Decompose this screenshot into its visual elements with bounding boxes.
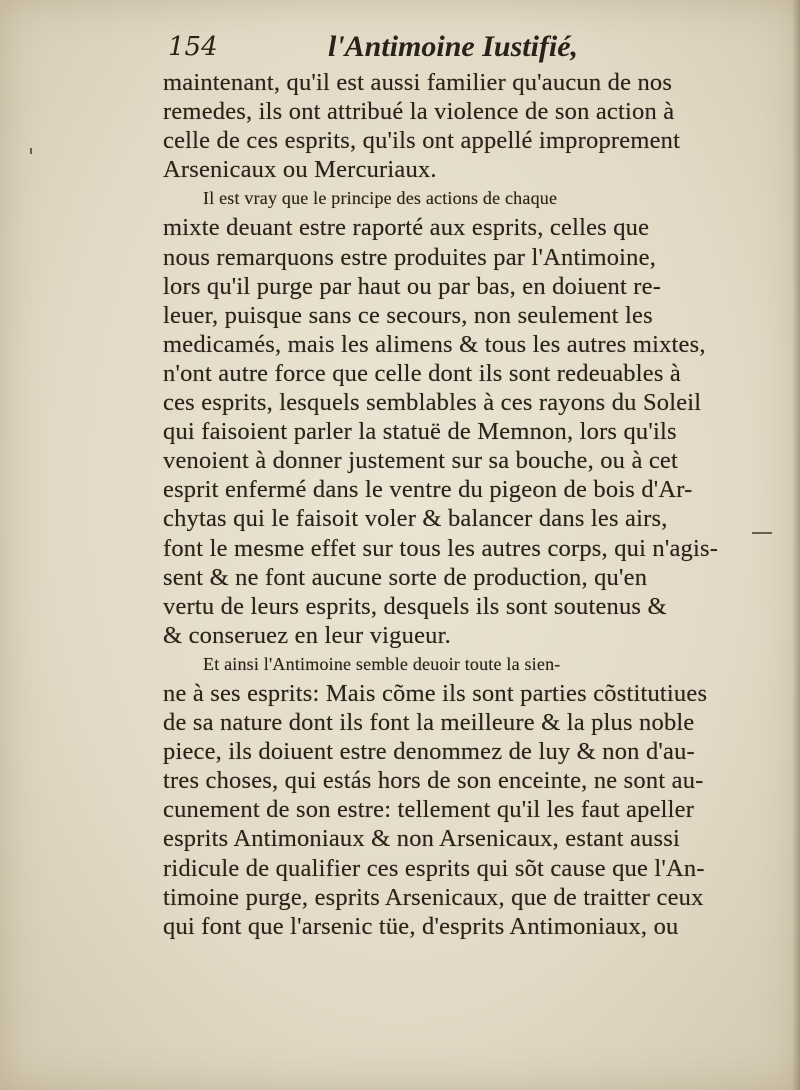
- text-line: lors qu'il purge par haut ou par bas, en doiuent re-: [163, 272, 662, 300]
- text-line: esprit enfermé dans le ventre du pigeon de bois d'Ar-: [163, 476, 693, 504]
- text-line: esprits Antimoniaux & non Arsenicaux, estant aussi: [163, 825, 680, 853]
- running-title: l'Antimoine Iustifié,: [328, 30, 579, 63]
- text-line: Et ainsi l'Antimoine semble deuoir toute la sien-: [203, 653, 561, 674]
- text-line: mixte deuant estre raporté aux esprits, celles que: [163, 214, 650, 242]
- text-line: n'ont autre force que celle dont ils sont redeuables à: [163, 359, 681, 387]
- text-line: celle de ces esprits, qu'ils ont appellé improprement: [163, 127, 681, 155]
- text-line: ces esprits, lesquels semblables à ces rayons du Soleil: [163, 389, 702, 417]
- text-line: Arsenicaux ou Mercuriaux.: [163, 156, 437, 184]
- text-line: chytas qui le faisoit voler & balancer dans les airs,: [163, 505, 668, 533]
- body-text: [163, 68, 768, 941]
- text-line: cunement de son estre: tellement qu'il les faut apeller: [163, 796, 695, 824]
- text-line: de sa nature dont ils font la meilleure & la plus noble: [163, 709, 695, 737]
- text-line: qui font que l'arsenic tüe, d'esprits Antimoniaux, ou: [163, 912, 679, 940]
- text-line: timoine purge, esprits Arsenicaux, que de traitter ceux: [163, 883, 704, 911]
- text-line: venoient à donner justement sur sa bouche, ou à cet: [163, 447, 679, 475]
- text-line: ridicule de qualifier ces esprits qui sõt cause que l'An-: [163, 854, 705, 882]
- text-line: ne à ses esprits: Mais cõme ils sont parties cõstitutiues: [163, 679, 708, 707]
- text-line: vertu de leurs esprits, desquels ils sont soutenus &: [163, 592, 667, 620]
- text-line: & conseruez en leur vigueur.: [163, 621, 451, 649]
- text-line: remedes, ils ont attribué la violence de son action à: [163, 98, 675, 126]
- page-number: 154: [168, 32, 218, 62]
- text-line: piece, ils doiuent estre denommez de luy & non d'au-: [163, 738, 695, 766]
- text-line: nous remarquons estre produites par l'Antimoine,: [163, 243, 657, 271]
- text-line: maintenant, qu'il est aussi familier qu'aucun de nos: [163, 69, 673, 96]
- text-line: sent & ne font aucune sorte de production, qu'en: [163, 563, 648, 591]
- page-edge-shadow: [792, 0, 800, 1090]
- text-line: qui faisoient parler la statuë de Memnon, lors qu'ils: [163, 418, 677, 446]
- text-line: leuer, puisque sans ce secours, non seulement les: [163, 301, 653, 329]
- text-line: font le mesme effet sur tous les autres corps, qui n'agis-: [163, 534, 719, 562]
- text-line: Il est vray que le principe des actions de chaque: [203, 188, 558, 209]
- text-line: medicamés, mais les alimens & tous les autres mixtes,: [163, 330, 706, 358]
- page-header: [168, 32, 768, 72]
- text-line: tres choses, qui estás hors de son enceinte, ne sont au-: [163, 767, 704, 795]
- margin-mark-left: [30, 148, 32, 154]
